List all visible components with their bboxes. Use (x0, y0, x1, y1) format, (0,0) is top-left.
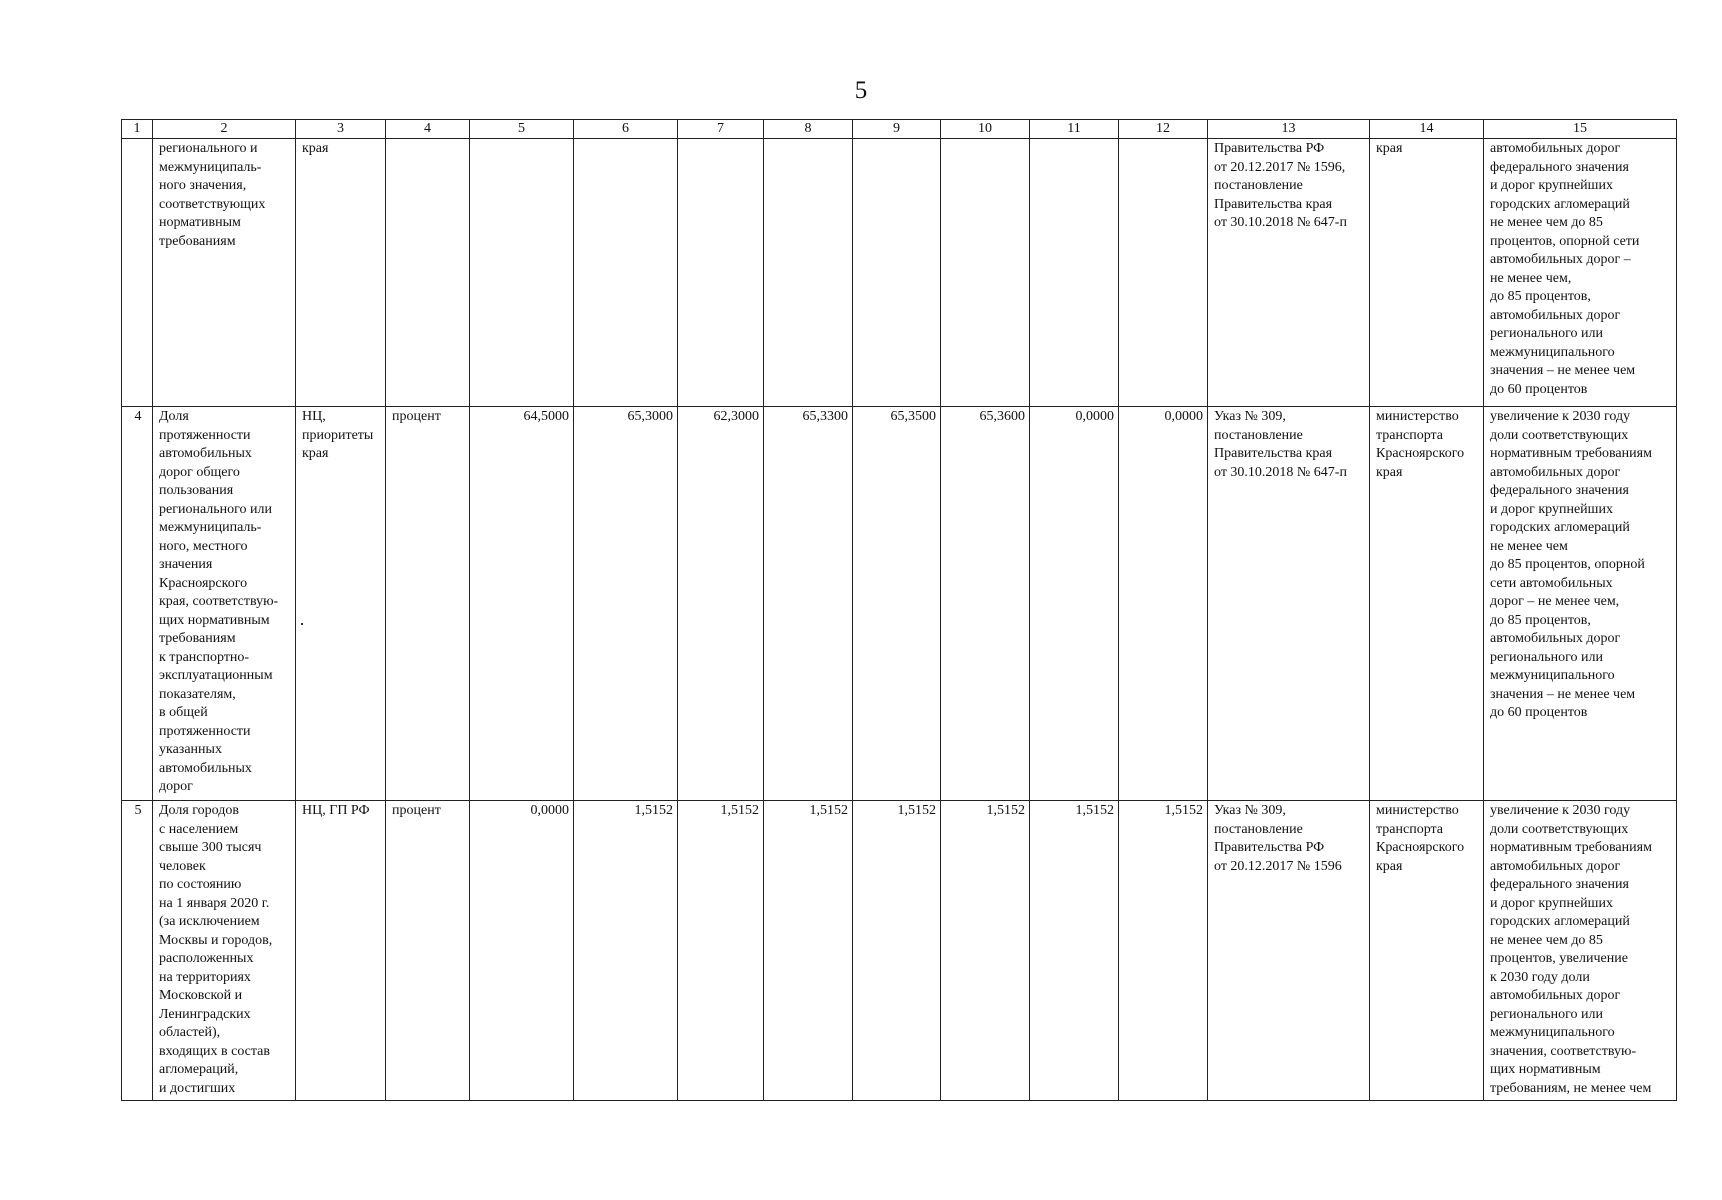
column-number-row (122, 120, 1677, 139)
value-cell: 1,5152 (853, 801, 941, 1101)
page-number: 5 (854, 77, 868, 104)
row-number (122, 139, 153, 407)
unit: процент (386, 407, 470, 801)
value-cell (1030, 139, 1119, 407)
value-cell: 62,3000 (678, 407, 764, 801)
indicators-table (121, 119, 1677, 1101)
table-row (122, 801, 1677, 1101)
responsible-body: края (1370, 139, 1484, 407)
value-cell: 1,5152 (678, 801, 764, 1101)
column-header: 14 (1370, 120, 1484, 139)
value-cell: 1,5152 (1119, 801, 1208, 1101)
column-header: 11 (1030, 120, 1119, 139)
legal-basis: Правительства РФ от 20.12.2017 № 1596, постановление Правительства края от 30.10.2018 № 647-п (1208, 139, 1370, 407)
row-number: 4 (122, 407, 153, 801)
value-cell: 65,3300 (764, 407, 853, 801)
value-cell (574, 139, 678, 407)
unit: процент (386, 801, 470, 1101)
target-description: увеличение к 2030 году доли соответствующих нормативным требованиям автомобильных дорог федерального значения и дорог крупнейших городских агломераций не менее чем до 85 процентов, увеличение к 2030 году доли автомобильных дорог регионального или межмуниципального значения, соответствую- щих нормативным требованиям, не менее чем (1484, 801, 1677, 1101)
indicator-source: НЦ, ГП РФ (296, 801, 386, 1101)
indicator-name: Доля городов с населением свыше 300 тысяч человек по состоянию на 1 января 2020 г. (за исключением Москвы и городов, расположенных на территориях Московской и Ленинградских областей), входящих в состав агломераций, и достигших (153, 801, 296, 1101)
value-cell (941, 139, 1030, 407)
row-number: 5 (122, 801, 153, 1101)
column-header: 15 (1484, 120, 1677, 139)
value-cell (853, 139, 941, 407)
value-cell: 64,5000 (470, 407, 574, 801)
value-cell: 65,3600 (941, 407, 1030, 801)
value-cell (764, 139, 853, 407)
value-cell (1119, 139, 1208, 407)
target-description: автомобильных дорог федерального значения и дорог крупнейших городских агломераций не менее чем до 85 процентов, опорной сети автомобильных дорог – не менее чем, до 85 процентов, автомобильных дорог регионального или межмуниципального значения – не менее чем до 60 процентов (1484, 139, 1677, 407)
value-cell: 1,5152 (764, 801, 853, 1101)
indicator-name: Доля протяженности автомобильных дорог общего пользования регионального или межмуниципаль- ного, местного значения Красноярского края, соответствую- щих нормативным требованиям к транспортно- эксплуатационным показателям, в общей протяженности указанных автомобильных дорог (153, 407, 296, 801)
unit (386, 139, 470, 407)
column-header: 6 (574, 120, 678, 139)
value-cell: 1,5152 (1030, 801, 1119, 1101)
value-cell: 65,3500 (853, 407, 941, 801)
indicator-source: НЦ, приоритеты края (296, 407, 386, 801)
value-cell: 0,0000 (1119, 407, 1208, 801)
indicator-source: края (296, 139, 386, 407)
value-cell (470, 139, 574, 407)
column-header: 4 (386, 120, 470, 139)
table-row (122, 139, 1677, 407)
column-header: 9 (853, 120, 941, 139)
value-cell: 1,5152 (574, 801, 678, 1101)
responsible-body: министерство транспорта Красноярского края (1370, 801, 1484, 1101)
column-header: 10 (941, 120, 1030, 139)
legal-basis: Указ № 309, постановление Правительства края от 30.10.2018 № 647-п (1208, 407, 1370, 801)
target-description: увеличение к 2030 году доли соответствующих нормативным требованиям автомобильных дорог федерального значения и дорог крупнейших городских агломераций не менее чем до 85 процентов, опорной сети автомобильных дорог – не менее чем, до 85 процентов, автомобильных дорог регионального или межмуниципального значения – не менее чем до 60 процентов (1484, 407, 1677, 801)
column-header: 12 (1119, 120, 1208, 139)
value-cell: 65,3000 (574, 407, 678, 801)
column-header: 7 (678, 120, 764, 139)
value-cell: 0,0000 (1030, 407, 1119, 801)
indicator-name: регионального и межмуниципаль- ного значения, соответствующих нормативным требованиям (153, 139, 296, 407)
column-header: 2 (153, 120, 296, 139)
column-header: 5 (470, 120, 574, 139)
legal-basis: Указ № 309, постановление Правительства РФ от 20.12.2017 № 1596 (1208, 801, 1370, 1101)
table-row (122, 407, 1677, 801)
value-cell (678, 139, 764, 407)
column-header: 13 (1208, 120, 1370, 139)
column-header: 1 (122, 120, 153, 139)
value-cell: 0,0000 (470, 801, 574, 1101)
value-cell: 1,5152 (941, 801, 1030, 1101)
column-header: 8 (764, 120, 853, 139)
responsible-body: министерство транспорта Красноярского края (1370, 407, 1484, 801)
column-header: 3 (296, 120, 386, 139)
